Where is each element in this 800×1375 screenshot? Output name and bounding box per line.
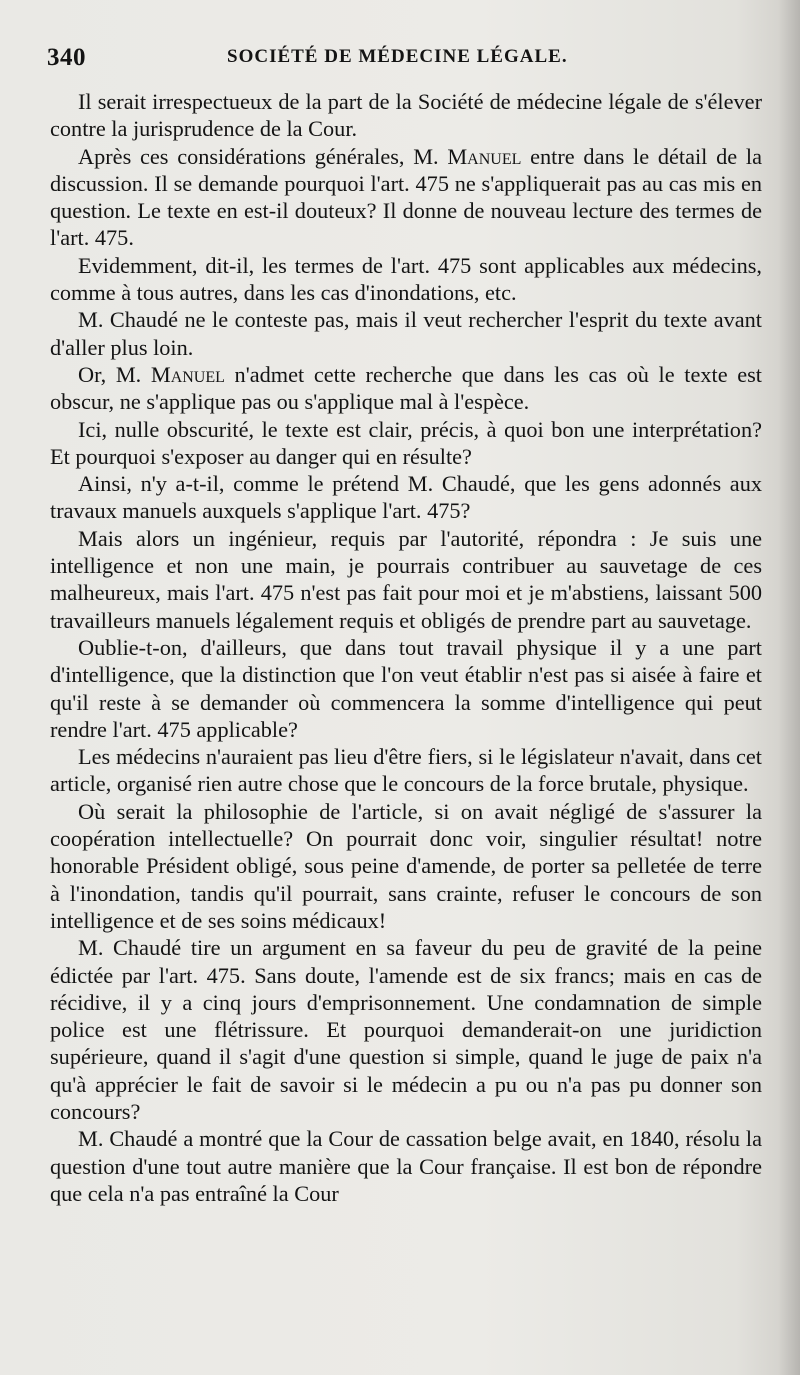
- body-text: [50, 88, 762, 1207]
- paragraph: [50, 470, 762, 525]
- paragraph-text: Or, M.: [78, 361, 151, 387]
- paragraph-text: Il serait irrespectueux de la part de la Société de médecine légale de s'élever contre la jurisprudence de la Cour.: [50, 89, 762, 142]
- paragraph-text: Les médecins n'auraient pas lieu d'être fiers, si le législateur n'avait, dans cet article, organisé rien autre chose que le concours de la force brutale, physique.: [50, 744, 762, 797]
- page-number: 340: [47, 44, 86, 71]
- paragraph-text: Ici, nulle obscurité, le texte est clair, précis, à quoi bon une interprétation? Et pourquoi s'exposer au danger qui en résulte?: [50, 416, 762, 469]
- paragraph-text: M. Chaudé ne le conteste pas, mais il veut rechercher l'esprit du texte avant d'aller plus loin.: [50, 307, 762, 360]
- paragraph: [50, 361, 762, 416]
- running-title: SOCIÉTÉ DE MÉDECINE LÉGALE.: [227, 46, 568, 67]
- speaker-name: Manuel: [150, 361, 225, 387]
- paragraph-text: entre dans le détail de la discussion. Il se demande pourquoi l'art. 475 ne s'appliquerait pas au cas mis en question. Le texte en est-il douteux? Il donne de nouveau lecture des termes de l'art. 475.: [50, 143, 762, 251]
- paragraph: [50, 143, 762, 252]
- paragraph-text: Après ces considérations générales, M.: [78, 143, 448, 169]
- paragraph: [50, 634, 762, 743]
- paragraph: [50, 88, 762, 143]
- paragraph-text: Evidemment, dit-il, les termes de l'art. 475 sont applicables aux médecins, comme à tous autres, dans les cas d'inondations, etc.: [50, 252, 762, 306]
- paragraph-text: n'admet cette recherche que dans les cas où le texte est obscur, ne s'applique pas ou s'applique mal à l'espèce.: [50, 361, 762, 415]
- paragraph-text: Ainsi, n'y a-t-il, comme le prétend M. Chaudé, que les gens adonnés aux travaux manuels auxquels s'applique l'art. 475?: [50, 471, 762, 524]
- page-header: [47, 40, 762, 80]
- paragraph: [50, 1125, 762, 1207]
- paragraph: [50, 743, 762, 798]
- page-edge-shadow: [778, 0, 800, 1375]
- paragraph: [50, 416, 762, 471]
- paragraph-text: Oublie-t-on, d'ailleurs, que dans tout travail physique il y a une part d'intelligence, que la distinction que l'on veut établir n'est pas si aisée à faire et qu'il reste à se demander où commencera la somme d'intelligence qui peut rendre l'art. 475 applicable?: [50, 634, 762, 742]
- paragraph: [50, 252, 762, 307]
- paragraph-text: M. Chaudé tire un argument en sa faveur du peu de gravité de la peine édictée par l'art. 475. Sans doute, l'amende est de six francs; mais en cas de récidive, il y a cinq jours d'emprisonnement. Une condamnation de simple police est une flétrissure. Et pourquoi demanderait-on une juridiction supérieure, quand il s'agit d'une question si simple, quand le juge de paix n'a qu'à apprécier le fait de savoir si le médecin a pu ou n'a pas pu donner son concours?: [50, 935, 762, 1124]
- paragraph-text: Où serait la philosophie de l'article, si on avait négligé de s'assurer la coopération intellectuelle? On pourrait donc voir, singulier résultat! notre honorable Président obligé, sous peine d'amende, de porter sa pelletée de terre à l'inondation, tandis qu'il pourrait, sans crainte, refuser le concours de son intelligence et de ses soins médicaux!: [50, 798, 762, 933]
- paragraph-text: M. Chaudé a montré que la Cour de cassation belge avait, en 1840, résolu la question d'une tout autre manière que la Cour française. Il est bon de répondre que cela n'a pas entraîné la Cour: [50, 1126, 762, 1206]
- speaker-name: Manuel: [447, 143, 522, 169]
- paragraph-text: Mais alors un ingénieur, requis par l'autorité, répondra : Je suis une intelligence et non une main, je pourrais contribuer au sauvetage de ces malheureux, mais l'art. 475 n'est pas fait pour moi et je m'abstiens, laissant 500 travailleurs manuels légalement requis et obligés de prendre part au sauvetage.: [50, 525, 762, 633]
- paragraph: [50, 306, 762, 361]
- paragraph: [50, 525, 762, 634]
- paragraph: [50, 798, 762, 934]
- paragraph: [50, 934, 762, 1125]
